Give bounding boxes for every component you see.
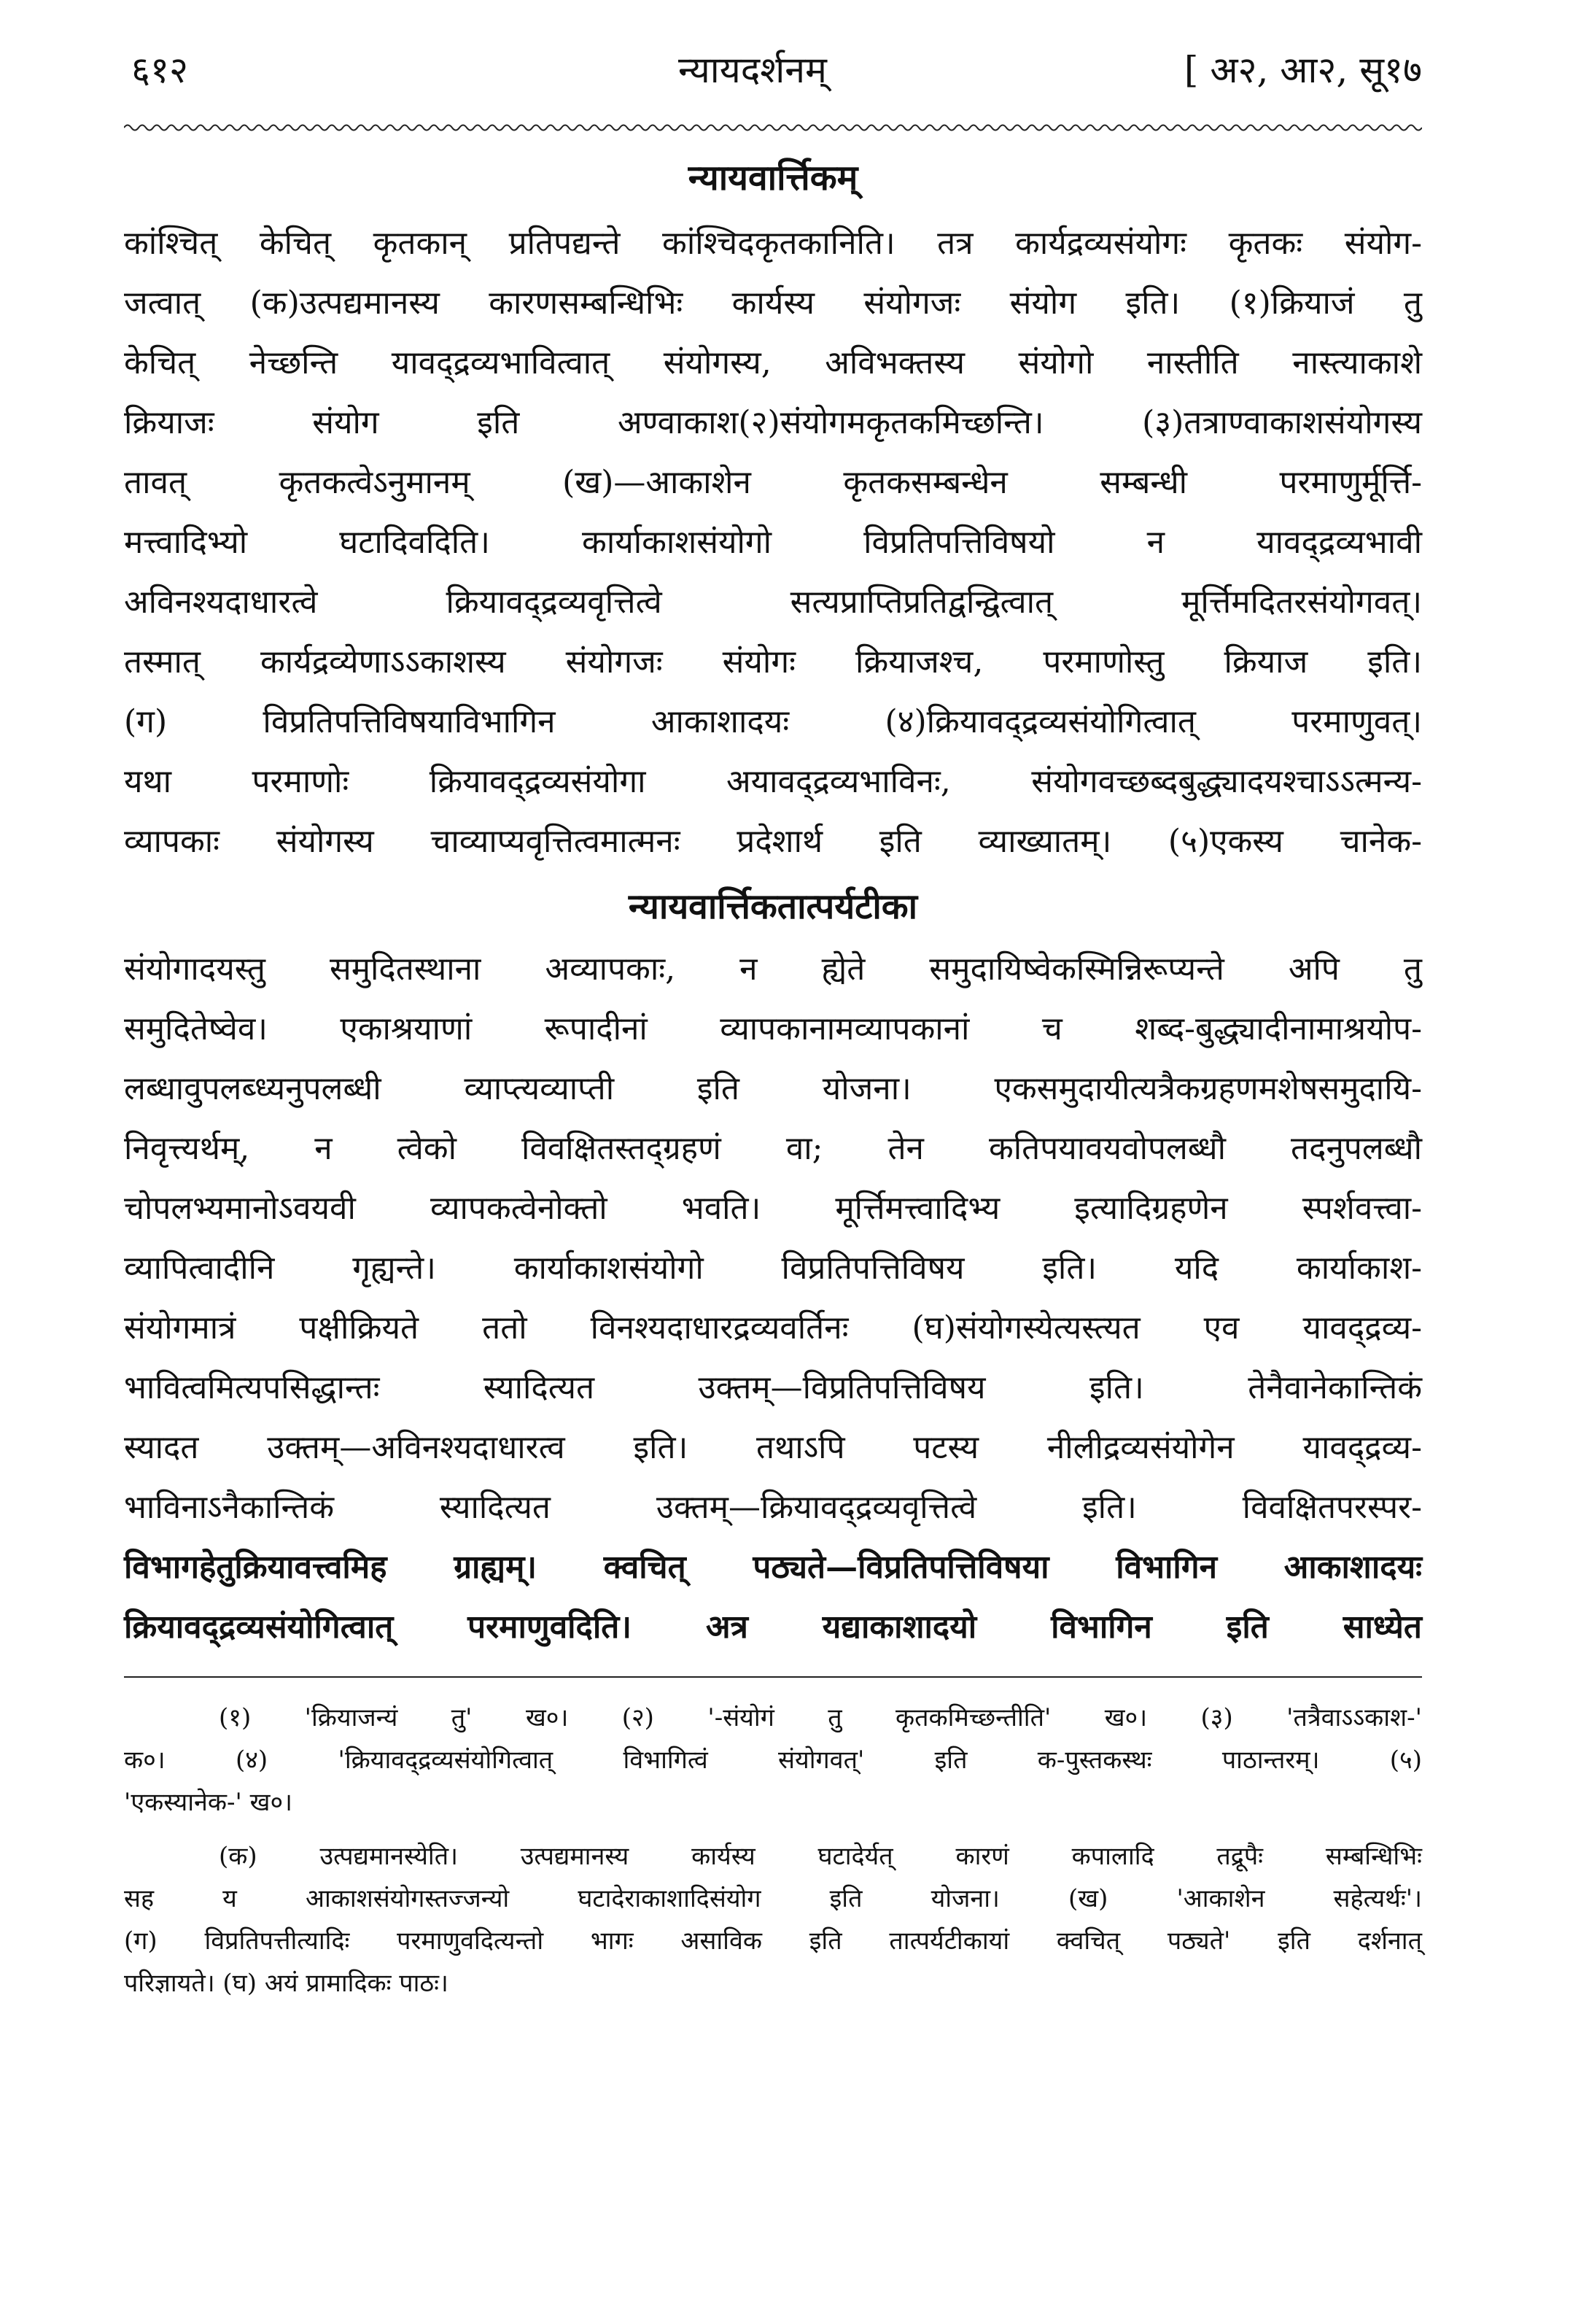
tatparyatika-text [124,940,1422,1657]
footnote-divider [124,1676,1422,1678]
text-line: तस्मात् कार्यद्रव्येणाऽऽकाशस्य संयोगजः संयोगः क्रियाजश्च, परमाणोस्तु क्रियाज इति। [124,643,1422,681]
running-title: न्यायदर्शनम् [678,49,827,91]
header-wavy-rule [124,123,1422,133]
text-line: संयोगमात्रं पक्षीक्रियते ततो विनश्यदाधारद्रव्यवर्तिनः (घ)संयोगस्येत्यस्त्यत एव यावद्द्रव्य- [124,1309,1422,1347]
text-line: अविनश्यदाधारत्वे क्रियावद्द्रव्यवृत्तित्वे सत्यप्राप्तिप्रतिद्वन्द्वित्वात् मूर्त्तिमदितरसंयोगवत्। [124,584,1422,621]
text-line: कांश्चित् केचित् कृतकान् प्रतिपद्यन्ते कांश्चिदकृतकानिति। तत्र कार्यद्रव्यसंयोगः कृतकः संयोग- [124,225,1422,262]
text-line: यथा परमाणोः क्रियावद्द्रव्यसंयोगा अयावद्द्रव्यभाविनः, संयोगवच्छब्दबुद्ध्यादयश्चाऽऽत्मन्य- [124,763,1422,800]
text-line: क्रियावद्द्रव्यसंयोगित्वात् परमाणुवदिति। अत्र यद्याकाशादयो विभागिन इति साध्येत [124,1608,1422,1646]
page-header [124,29,1422,109]
text-line: केचित् नेच्छन्ति यावद्द्रव्यभावित्वात् संयोगस्य, अविभक्तस्य संयोगो नास्तीति नास्त्याकाशे [124,344,1422,381]
text-line: व्यापकाः संयोगस्य चाव्याप्यवृत्तित्वमात्मनः प्रदेशार्थ इति व्याख्यातम्। (५)एकस्य चानेक- [124,823,1422,860]
lettered-footnotes [124,1835,1422,2005]
page-number: ६१२ [131,49,188,91]
footnote-line: परिज्ञायते। (घ) अयं प्रामादिकः पाठः। [124,1969,448,1998]
text-line: संयोगादयस्तु समुदितस्थाना अव्यापकाः, न ह्येते समुदायिष्वेकस्मिन्निरूप्यन्ते अपि तु [124,950,1422,988]
text-line: भाविनाऽनैकान्तिकं स्यादित्यत उक्तम्—क्रियावद्द्रव्यवृत्तित्वे इति। विवक्षितपरस्पर- [124,1489,1422,1526]
text-line: भावित्वमित्यपसिद्धान्तः स्यादित्यत उक्तम्—विप्रतिपत्तिविषय इति। तेनैवानेकान्तिकं [124,1369,1422,1406]
footnote-line: 'एकस्यानेक-' ख०। [124,1788,293,1817]
text-line: समुदितेष्वेव। एकाश्रयाणां रूपादीनां व्यापकानामव्यापकानां च शब्द-बुद्ध्यादीनामाश्रयोप- [124,1010,1422,1047]
section-title-nyayavarttika: न्यायवार्त्तिकम् [688,158,858,198]
footnote-line: (क) उत्पद्यमानस्येति। उत्पद्यमानस्य कार्यस्य घटादेर्यत् कारणं कपालादि तद्रूपैः सम्बन्धिभिः [219,1842,1422,1871]
footnote-line: (१) 'क्रियाजन्यं तु' ख०। (२) '-संयोगं तु कृतकमिच्छन्तीति' ख०। (३) 'तत्रैवाऽऽकाश-' [219,1703,1422,1732]
numbered-footnotes [124,1697,1422,1824]
section-title-tatparyatika: न्यायवार्त्तिकतात्पर्यटीका [628,886,918,927]
book-page [124,29,1422,2276]
nyayavarttika-text [124,214,1422,872]
text-line: व्यापित्वादीनि गृह्यन्ते। कार्याकाशसंयोगो विप्रतिपत्तिविषय इति। यदि कार्याकाश- [124,1250,1422,1287]
text-line: क्रियाजः संयोग इति अण्वाकाश(२)संयोगमकृतकमिच्छन्ति। (३)तत्राण्वाकाशसंयोगस्य [124,404,1422,441]
text-line: विभागहेतुक्रियावत्त्वमिह ग्राह्यम्। क्वचित् पठ्यते—विप्रतिपत्तिविषया विभागिन आकाशादयः [124,1549,1422,1586]
chapter-reference: [ अ२, आ२, सू१७ [1184,49,1422,91]
footnotes [124,1697,1422,2005]
footnote-line: (ग) विप्रतिपत्तीत्यादिः परमाणुवदित्यन्तो भागः असाविक इति तात्पर्यटीकायां क्वचित् पठ्यते' इति दर्शनात् [124,1926,1422,1956]
text-line: निवृत्त्यर्थम्, न त्वेको विवक्षितस्तद्ग्रहणं वा; तेन कतिपयावयवोपलब्धौ तदनुपलब्धौ [124,1130,1422,1167]
footnote-line: क०। (४) 'क्रियावद्द्रव्यसंयोगित्वात् विभागित्वं संयोगवत्' इति क-पुस्तकस्थः पाठान्तरम्। (५) [124,1746,1422,1775]
text-line: चोपलभ्यमानोऽवयवी व्यापकत्वेनोक्तो भवति। मूर्त्तिमत्त्वादिभ्य इत्यादिग्रहणेन स्पर्शवत्त्वा- [124,1190,1422,1227]
text-line: मत्त्वादिभ्यो घटादिवदिति। कार्याकाशसंयोगो विप्रतिपत्तिविषयो न यावद्द्रव्यभावी [124,524,1422,561]
text-line: स्यादत उक्तम्—अविनश्यदाधारत्व इति। तथाऽपि पटस्य नीलीद्रव्यसंयोगेन यावद्द्रव्य- [124,1429,1422,1466]
text-line: (ग) विप्रतिपत्तिविषयाविभागिन आकाशादयः (४)क्रियावद्द्रव्यसंयोगित्वात् परमाणुवत्। [124,703,1422,740]
footnote-line: सह य आकाशसंयोगस्तज्जन्यो घटादेराकाशादिसंयोग इति योजना। (ख) 'आकाशेन सहेत्यर्थः'। [124,1884,1422,1913]
text-line: लब्धावुपलब्ध्यनुपलब्धी व्याप्त्यव्याप्ती इति योजना। एकसमुदायीत्यत्रैकग्रहणमशेषसमुदायि- [124,1070,1422,1107]
text-line: जत्वात् (क)उत्पद्यमानस्य कारणसम्बन्धिभिः कार्यस्य संयोगजः संयोग इति। (१)क्रियाजं तु [124,284,1422,322]
text-line: तावत् कृतकत्वेऽनुमानम् (ख)—आकाशेन कृतकसम्बन्धेन सम्बन्धी परमाणुर्मूर्त्ति- [124,464,1422,501]
